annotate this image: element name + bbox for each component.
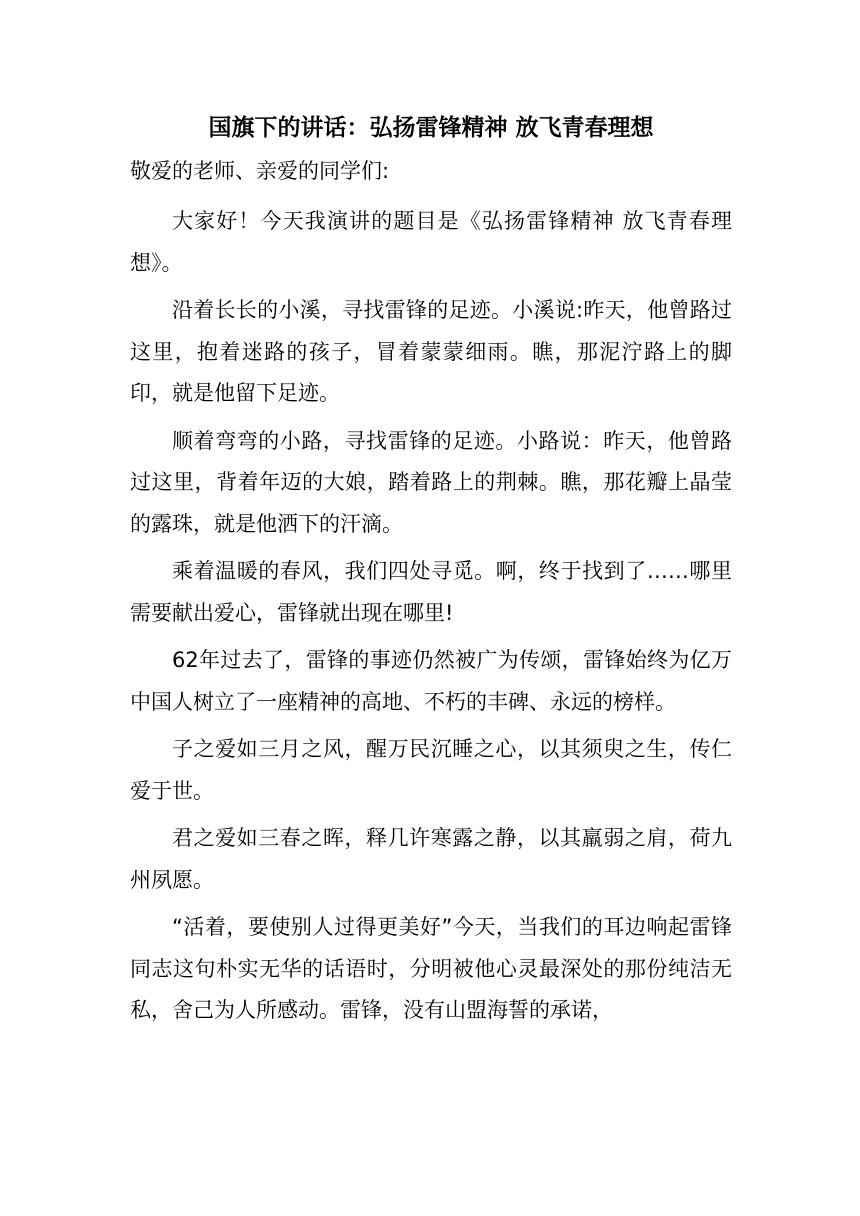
paragraph-6: 子之爱如三月之风，醒万民沉睡之心，以其须臾之生，传仁爱于世。 xyxy=(130,737,732,803)
greeting: 敬爱的老师、亲爱的同学们: xyxy=(130,159,390,183)
paragraph-3: 顺着弯弯的小路，寻找雷锋的足迹。小路说：昨天，他曾路过这里，背着年迈的大娘，踏着路上的荆棘。瞧，那花瓣上晶莹的露珠，就是他洒下的汗滴。 xyxy=(130,428,732,536)
paragraph-1: 大家好！今天我演讲的题目是《弘扬雷锋精神 放飞青春理想》。 xyxy=(130,209,732,275)
paragraph-5: 62年过去了，雷锋的事迹仍然被广为传颂，雷锋始终为亿万中国人树立了一座精神的高地、不朽的丰碑、永远的榜样。 xyxy=(130,648,732,714)
paragraph-8: “活着，要使别人过得更美好”今天，当我们的耳边响起雷锋同志这句朴实无华的话语时，分明被他心灵最深处的那份纯洁无私，舍己为人所感动。雷锋，没有山盟海誓的承诺， xyxy=(130,915,732,1022)
paragraph-2: 沿着长长的小溪，寻找雷锋的足迹。小溪说:昨天，他曾路过这里，抱着迷路的孩子，冒着蒙蒙细雨。瞧，那泥泞路上的脚印，就是他留下足迹。 xyxy=(130,298,732,405)
paragraph-7: 君之爱如三春之晖，释几许寒露之静，以其羸弱之肩，荷九州夙愿。 xyxy=(130,826,732,892)
document-page xyxy=(130,112,732,1032)
paragraph-4: 乘着温暖的春风，我们四处寻觅。啊，终于找到了……哪里需要献出爱心，雷锋就出现在哪里! xyxy=(130,559,732,625)
document-title: 国旗下的讲话：弘扬雷锋精神 放飞青春理想 xyxy=(208,115,654,141)
